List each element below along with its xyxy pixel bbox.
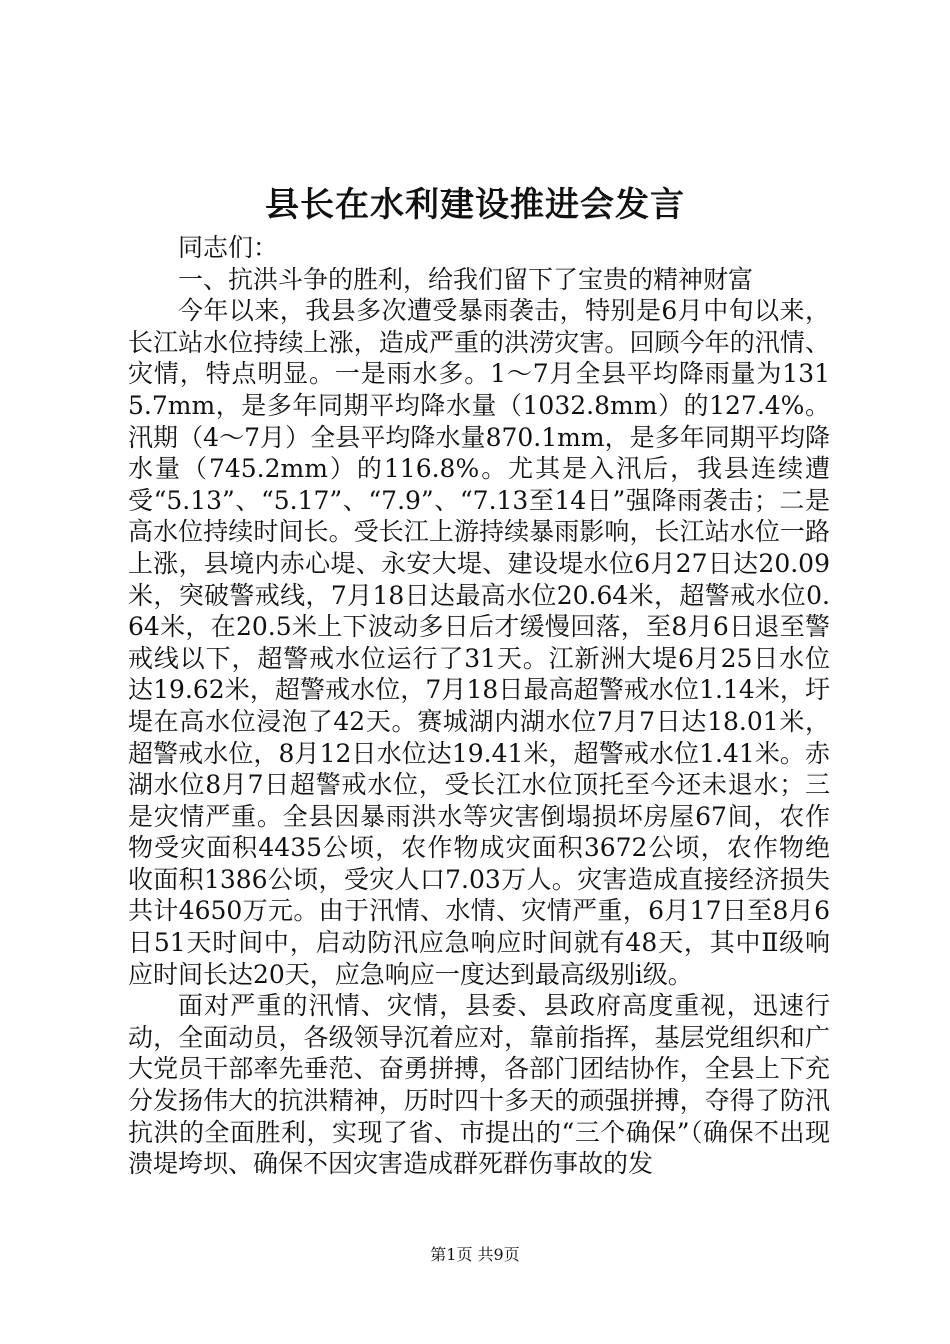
page-number: 第1页 共9页 [430,1245,520,1264]
document-body [128,232,830,1180]
body-paragraph: 面对严重的汛情、灾情，县委、县政府高度重视，迅速行动，全面动员，各级领导沉着应对，靠前指挥，基层党组织和广大党员干部率先垂范、奋勇拼搏，各部门团结协作，全县上下充分发扬伟大的抗洪精神，历时四十多天的顽强拼搏，夺得了防汛抗洪的全面胜利，实现了省、市提出的“三个确保”（确保不出现溃堤垮坝、确保不因灾害造成群死群伤事故的发 [128,991,830,1179]
document-title: 县长在水利建设推进会发言 [265,185,685,225]
salutation: 同志们： [178,233,279,262]
section-heading: 一、抗洪斗争的胜利，给我们留下了宝贵的精神财富 [178,264,754,294]
body-paragraph: 今年以来，我县多次遭受暴雨袭击，特别是6月中旬以来，长江站水位持续上涨，造成严重的洪涝灾害。回顾今年的汛情、灾情，特点明显。一是雨水多。1～7月全县平均降雨量为1315.7mm，是多年同期平均降水量（1032.8mm）的127.4%。汛期（4～7月）全县平均降水量870.1mm，是多年同期平均降水量（745.2mm）的116.8%。尤其是入汛后，我县连续遭受“5.13”、“5.17”、“7.9”、“7.13至14日”强降雨袭击；二是高水位持续时间长。受长江上游持续暴雨影响，长江站水位一路上涨，县境内赤心堤、永安大堤、建设堤水位6月27日达20.09米，突破警戒线，7月18日达最高水位20.64米，超警戒水位0.64米，在20.5米上下波动多日后才缓慢回落，至8月6日退至警戒线以下，超警戒水位运行了31天。江新洲大堤6月25日水位达19.62米，超警戒水位，7月18日最高超警戒水位1.14米，圩堤在高水位浸泡了42天。赛城湖内湖水位7月7日达18.01米，超警戒水位，8月12日水位达19.41米，超警戒水位1.41米。赤湖水位8月7日超警戒水位，受长江水位顶托至今还未退水；三是灾情严重。全县因暴雨洪水等灾害倒塌损坏房屋67间，农作物受灾面积4435公顷，农作物成灾面积3672公顷，农作物绝收面积1386公顷，受灾人口7.03万人。灾害造成直接经济损失共计4650万元。由于汛情、水情、灾情严重，6月17日至8月6日51天时间中，启动防汛应急响应时间就有48天，其中Ⅱ级响应时间长达20天，应急响应一度达到最高级别ⅰ级。 [128,296,830,989]
